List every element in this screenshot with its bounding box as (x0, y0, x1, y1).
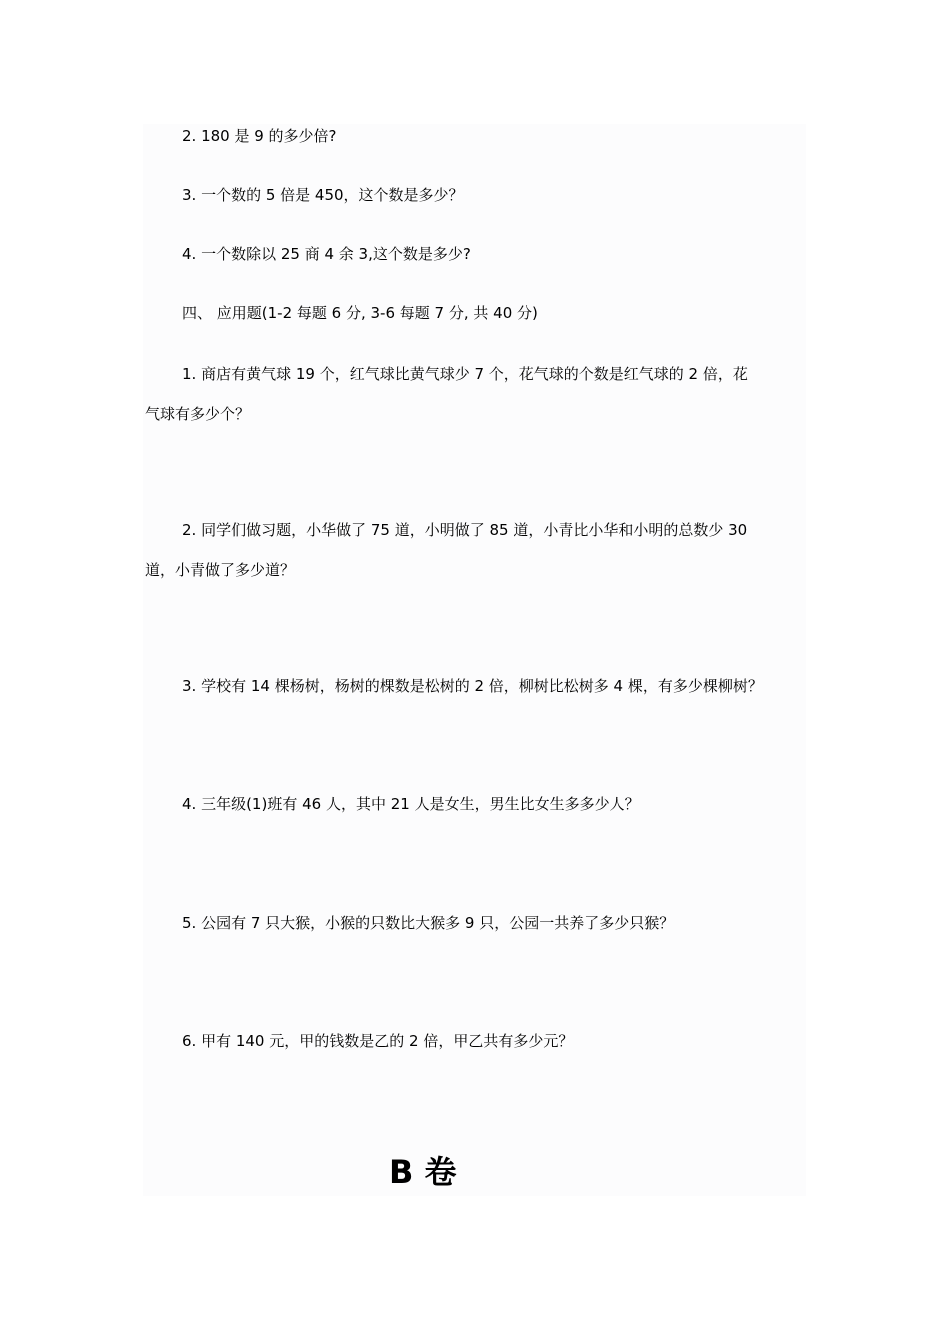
section4-question-1-line1: 1. 商店有黄气球 19 个，红气球比黄气球少 7 个，花气球的个数是红气球的 2 倍，花 (182, 365, 748, 383)
section-b-title: B 卷 (389, 1153, 457, 1191)
section4-question-4: 4. 三年级(1)班有 46 人，其中 21 人是女生，男生比女生多多少人？ (182, 795, 640, 813)
section4-question-3: 3. 学校有 14 棵杨树，杨树的棵数是松树的 2 倍，柳树比松树多 4 棵，有多少棵柳树？ (182, 677, 763, 695)
section4-question-1-line2: 气球有多少个？ (145, 405, 251, 423)
section4-question-6: 6. 甲有 140 元，甲的钱数是乙的 2 倍，甲乙共有多少元？ (182, 1032, 574, 1050)
section3-question-3: 3. 一个数的 5 倍是 450，这个数是多少？ (182, 186, 464, 204)
section4-heading: 四、 应用题(1-2 每题 6 分, 3-6 每题 7 分, 共 40 分) (182, 304, 538, 322)
section4-question-2-line2: 道，小青做了多少道？ (145, 561, 296, 579)
section4-question-5: 5. 公园有 7 只大猴，小猴的只数比大猴多 9 只，公园一共养了多少只猴？ (182, 914, 675, 932)
section3-question-4: 4. 一个数除以 25 商 4 余 3,这个数是多少? (182, 245, 471, 263)
section4-question-2-line1: 2. 同学们做习题，小华做了 75 道，小明做了 85 道，小青比小华和小明的总数少 30 (182, 521, 748, 539)
section3-question-2: 2. 180 是 9 的多少倍? (182, 127, 337, 145)
